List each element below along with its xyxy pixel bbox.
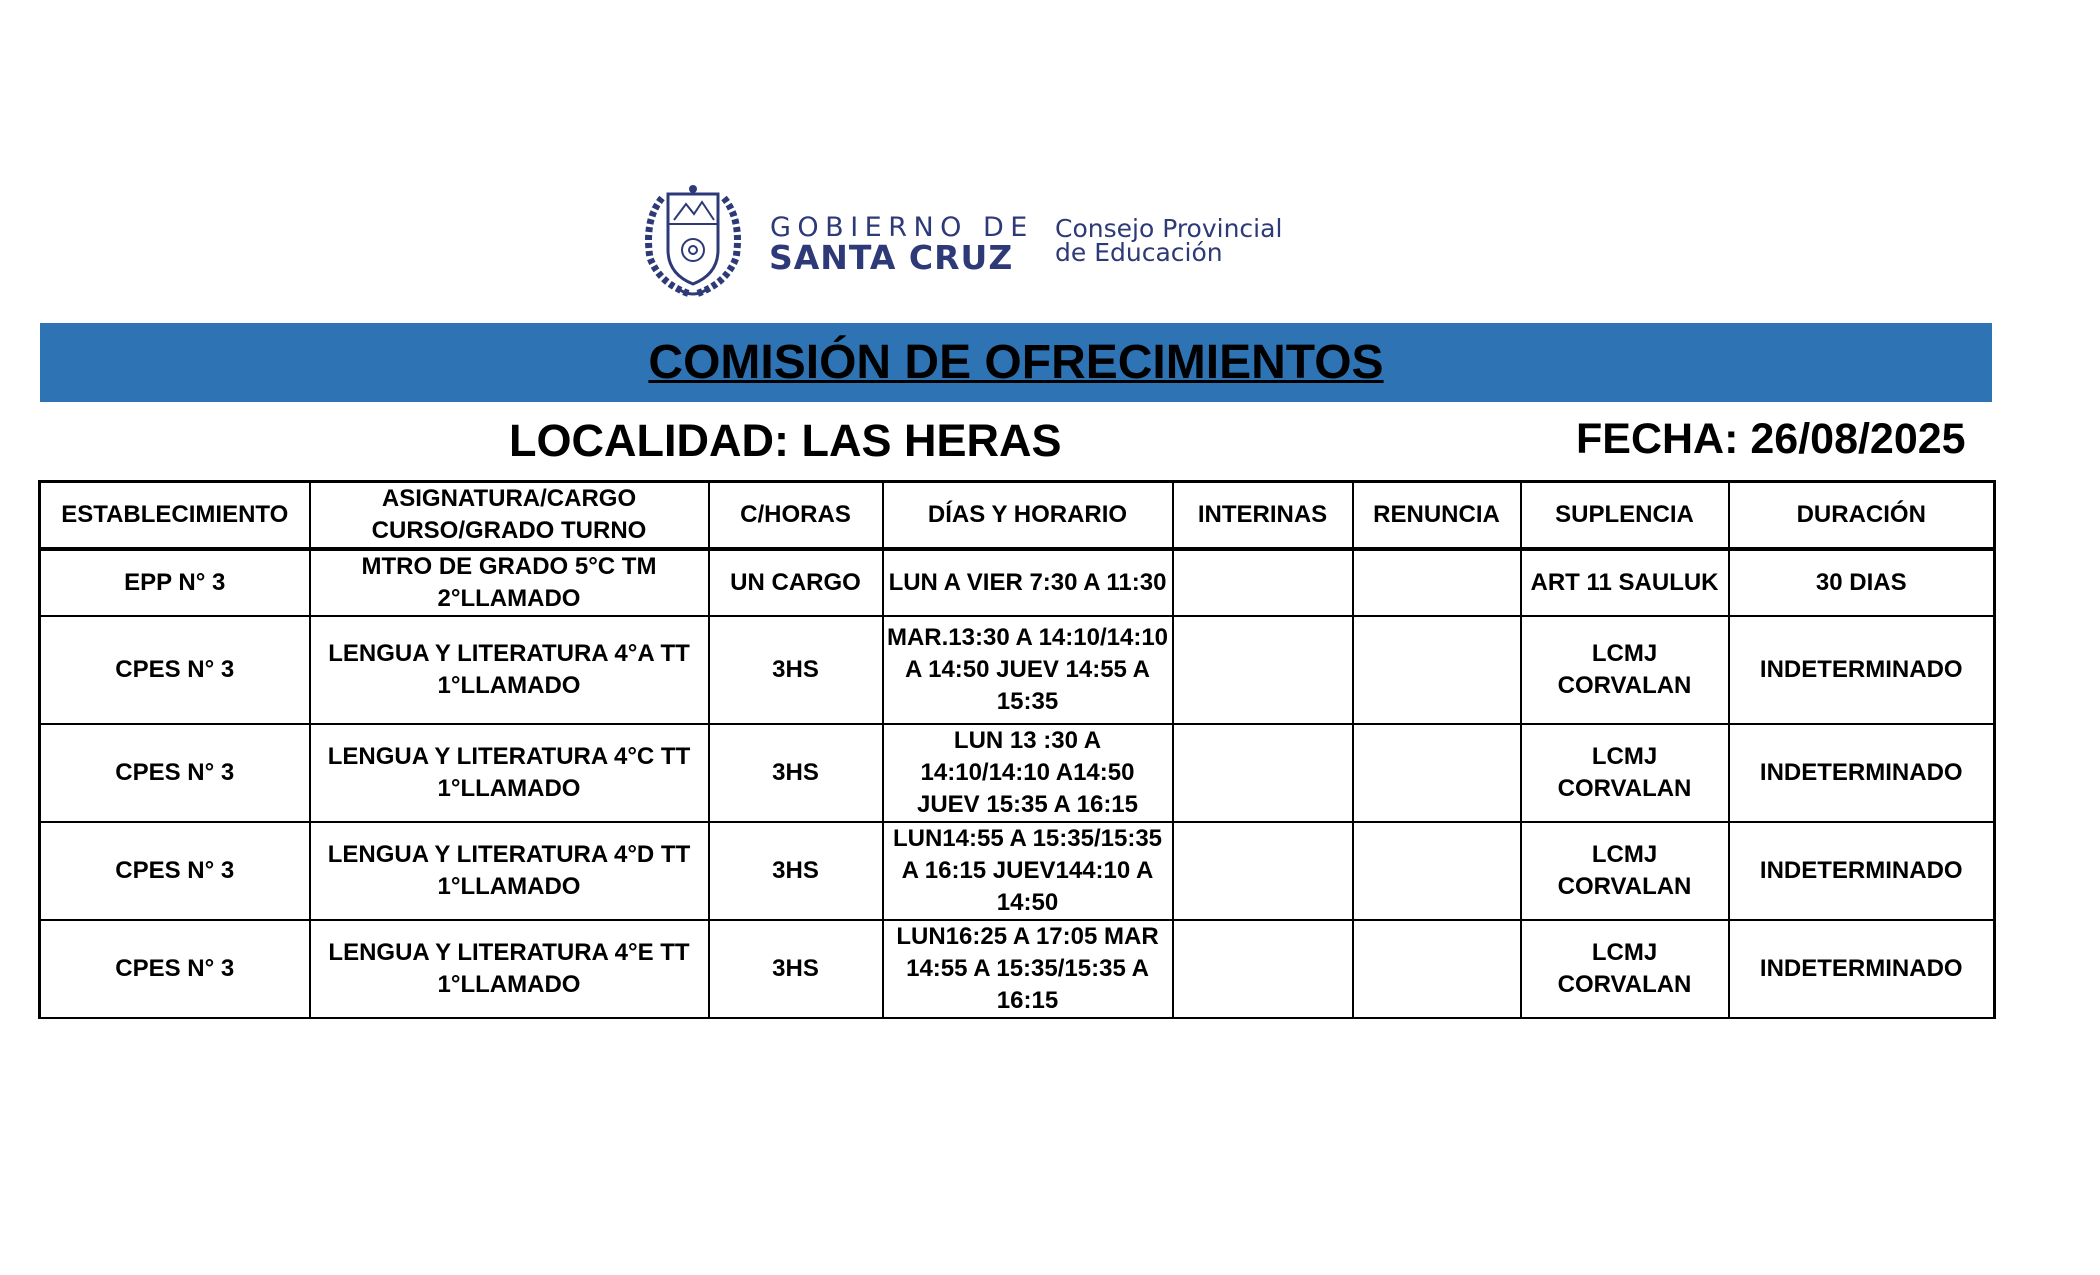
cell-asignatura: LENGUA Y LITERATURA 4°D TT 1°LLAMADO	[310, 822, 709, 920]
page-title: COMISIÓN DE OFRECIMIENTOS	[648, 336, 1384, 389]
header-suplencia: SUPLENCIA	[1521, 482, 1729, 550]
cell-duracion: 30 DIAS	[1729, 549, 1995, 616]
cell-duracion: INDETERMINADO	[1729, 616, 1995, 724]
cell-interinas	[1173, 920, 1353, 1018]
header-horas: C/HORAS	[709, 482, 883, 550]
cell-suplencia: LCMJ CORVALAN	[1521, 920, 1729, 1018]
header-asignatura: ASIGNATURA/CARGO CURSO/GRADO TURNO	[310, 482, 709, 550]
cell-renuncia	[1353, 549, 1521, 616]
header-logo	[640, 180, 1300, 305]
cell-asignatura: MTRO DE GRADO 5°C TM 2°LLAMADO	[310, 549, 709, 616]
header-horario: DÍAS Y HORARIO	[883, 482, 1173, 550]
table-header-row	[40, 482, 1995, 550]
cell-asignatura: LENGUA Y LITERATURA 4°E TT 1°LLAMADO	[310, 920, 709, 1018]
cell-horas: 3HS	[709, 724, 883, 822]
cell-horas: 3HS	[709, 822, 883, 920]
cell-duracion: INDETERMINADO	[1729, 724, 1995, 822]
cell-duracion: INDETERMINADO	[1729, 920, 1995, 1018]
cell-duracion: INDETERMINADO	[1729, 822, 1995, 920]
gov-line2: SANTA CRUZ	[769, 238, 1014, 277]
cell-horario: LUN 13 :30 A 14:10/14:10 A14:50 JUEV 15:35 A 16:15	[883, 724, 1173, 822]
cell-horario: MAR.13:30 A 14:10/14:10 A 14:50 JUEV 14:55 A 15:35	[883, 616, 1173, 724]
cell-renuncia	[1353, 920, 1521, 1018]
header-renuncia: RENUNCIA	[1353, 482, 1521, 550]
cell-asignatura: LENGUA Y LITERATURA 4°C TT 1°LLAMADO	[310, 724, 709, 822]
cell-renuncia	[1353, 822, 1521, 920]
gov-line1: GOBIERNO DE	[770, 212, 1034, 243]
cell-horario: LUN A VIER 7:30 A 11:30	[883, 549, 1173, 616]
table-row	[40, 549, 1995, 616]
localidad-label: LOCALIDAD: LAS HERAS	[509, 415, 1062, 466]
cell-suplencia: ART 11 SAULUK	[1521, 549, 1729, 616]
cell-suplencia: LCMJ CORVALAN	[1521, 616, 1729, 724]
offers-table	[38, 480, 1996, 1019]
cell-interinas	[1173, 549, 1353, 616]
cell-asignatura: LENGUA Y LITERATURA 4°A TT 1°LLAMADO	[310, 616, 709, 724]
table-row	[40, 822, 1995, 920]
cell-interinas	[1173, 724, 1353, 822]
table-row	[40, 724, 1995, 822]
provincial-seal-icon	[640, 180, 746, 300]
cell-establecimiento: CPES N° 3	[40, 616, 310, 724]
cell-horas: 3HS	[709, 616, 883, 724]
cell-establecimiento: CPES N° 3	[40, 920, 310, 1018]
cell-establecimiento: EPP N° 3	[40, 549, 310, 616]
consejo-line1: Consejo Provincial	[1055, 214, 1283, 243]
cell-interinas	[1173, 822, 1353, 920]
header-duracion: DURACIÓN	[1729, 482, 1995, 550]
cell-horario: LUN14:55 A 15:35/15:35 A 16:15 JUEV144:10 A 14:50	[883, 822, 1173, 920]
table-row	[40, 616, 1995, 724]
cell-establecimiento: CPES N° 3	[40, 822, 310, 920]
table-row	[40, 920, 1995, 1018]
consejo-line2: de Educación	[1055, 238, 1223, 267]
cell-renuncia	[1353, 724, 1521, 822]
header-interinas: INTERINAS	[1173, 482, 1353, 550]
fecha-label: FECHA: 26/08/2025	[1576, 415, 1966, 463]
cell-establecimiento: CPES N° 3	[40, 724, 310, 822]
header-establecimiento: ESTABLECIMIENTO	[40, 482, 310, 550]
cell-horario: LUN16:25 A 17:05 MAR 14:55 A 15:35/15:35 A 16:15	[883, 920, 1173, 1018]
cell-suplencia: LCMJ CORVALAN	[1521, 822, 1729, 920]
consejo-label	[1055, 214, 1283, 267]
title-banner	[40, 323, 1992, 402]
cell-suplencia: LCMJ CORVALAN	[1521, 724, 1729, 822]
cell-renuncia	[1353, 616, 1521, 724]
cell-horas: 3HS	[709, 920, 883, 1018]
cell-horas: UN CARGO	[709, 549, 883, 616]
cell-interinas	[1173, 616, 1353, 724]
